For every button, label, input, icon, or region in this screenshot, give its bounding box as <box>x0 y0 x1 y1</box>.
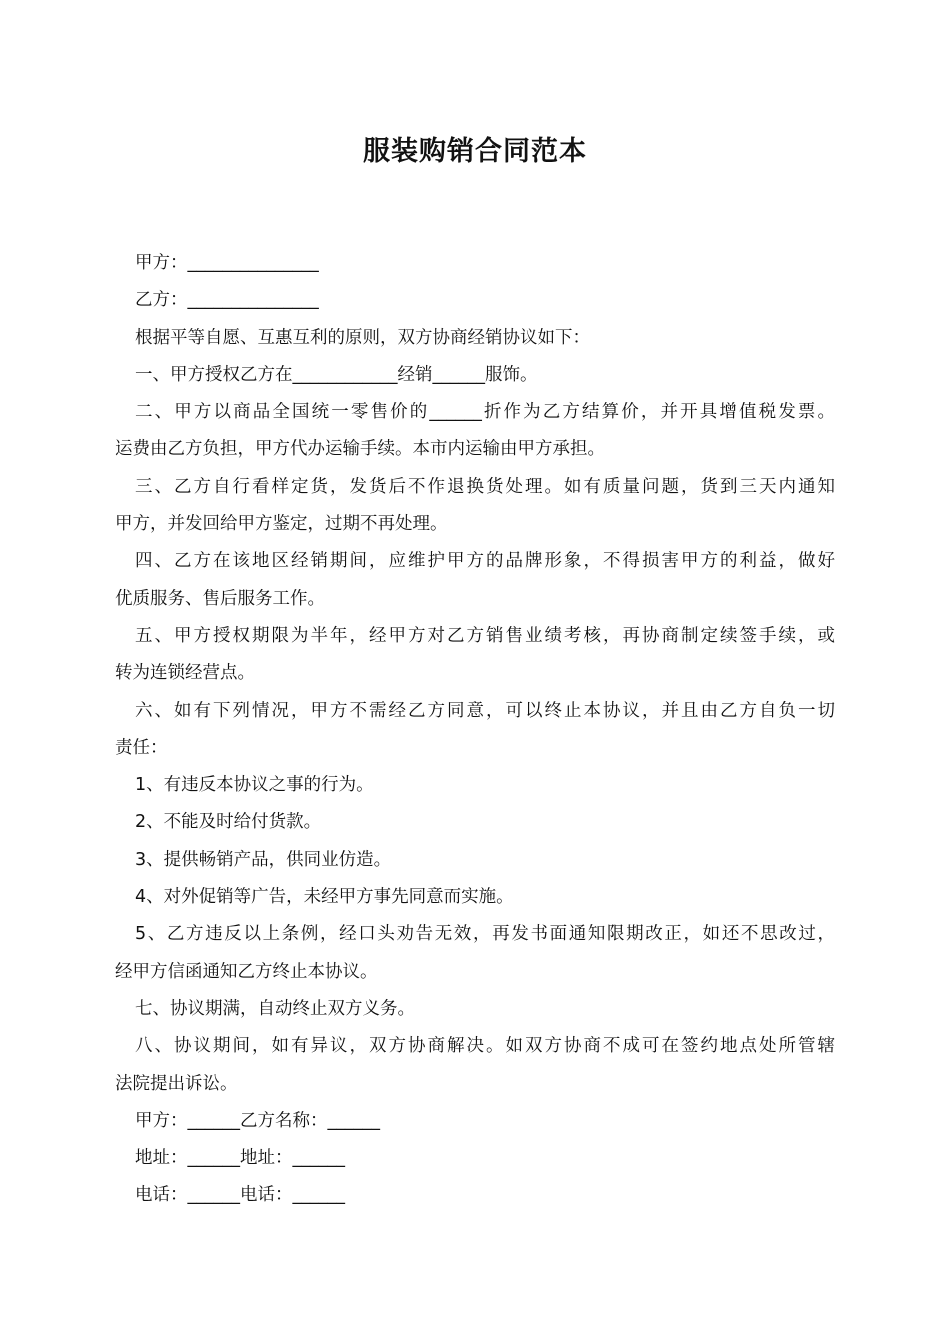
party-a-line: 甲方：_______________ <box>135 253 319 273</box>
sub-item-5-line-2: 经甲方信函通知乙方终止本协议。 <box>115 961 378 982</box>
clause-6-line-2: 责任： <box>115 737 168 758</box>
sub-item-2: 2、不能及时给付货款。 <box>135 812 322 833</box>
clause-5-line-1: 五、甲方授权期限为半年，经甲方对乙方销售业绩考核，再协商制定续签手续，或 <box>135 625 835 646</box>
sub-item-3: 3、提供畅销产品，供同业仿造。 <box>135 849 392 870</box>
signature-address-line: 地址：______地址：______ <box>135 1148 345 1169</box>
clause-3-line-1: 三、乙方自行看样定货，发货后不作退换货处理。如有质量问题，货到三天内通知 <box>135 476 835 497</box>
preamble: 根据平等自愿、互惠互利的原则，双方协商经销协议如下： <box>135 327 590 348</box>
document-body <box>115 245 835 1215</box>
clause-4-line-2: 优质服务、售后服务工作。 <box>115 588 325 609</box>
clause-6-line-1: 六、如有下列情况，甲方不需经乙方同意，可以终止本协议，并且由乙方自负一切 <box>135 700 835 721</box>
clause-5-line-2: 转为连锁经营点。 <box>115 663 255 684</box>
sub-item-1: 1、有违反本协议之事的行为。 <box>135 775 374 796</box>
clause-8-line-2: 法院提出诉讼。 <box>115 1073 238 1094</box>
party-b-line: 乙方：_______________ <box>135 290 319 311</box>
clause-2-line-2: 运费由乙方负担，甲方代办运输手续。本市内运输由甲方承担。 <box>115 439 605 460</box>
clause-2-line-1: 二、甲方以商品全国统一零售价的______折作为乙方结算价，并开具增值税发票。 <box>135 402 835 423</box>
signature-phone-line: 电话：______电话：______ <box>135 1185 345 1206</box>
document-title: 服装购销合同范本 <box>363 136 587 167</box>
clause-4-line-1: 四、乙方在该地区经销期间，应维护甲方的品牌形象，不得损害甲方的利益，做好 <box>135 551 835 572</box>
clause-1: 一、甲方授权乙方在____________经销______服饰。 <box>135 364 538 385</box>
signature-party-line: 甲方：______乙方名称：______ <box>135 1110 380 1131</box>
clause-8-line-1: 八、协议期间，如有异议，双方协商解决。如双方协商不成可在签约地点处所管辖 <box>135 1036 835 1057</box>
clause-3-line-2: 甲方，并发回给甲方鉴定，过期不再处理。 <box>115 514 448 535</box>
clause-7: 七、协议期满，自动终止双方义务。 <box>135 998 415 1019</box>
sub-item-5-line-1: 5、乙方违反以上条例，经口头劝告无效，再发书面通知限期改正，如还不思改过， <box>135 924 835 945</box>
sub-item-4: 4、对外促销等广告，未经甲方事先同意而实施。 <box>135 887 514 908</box>
